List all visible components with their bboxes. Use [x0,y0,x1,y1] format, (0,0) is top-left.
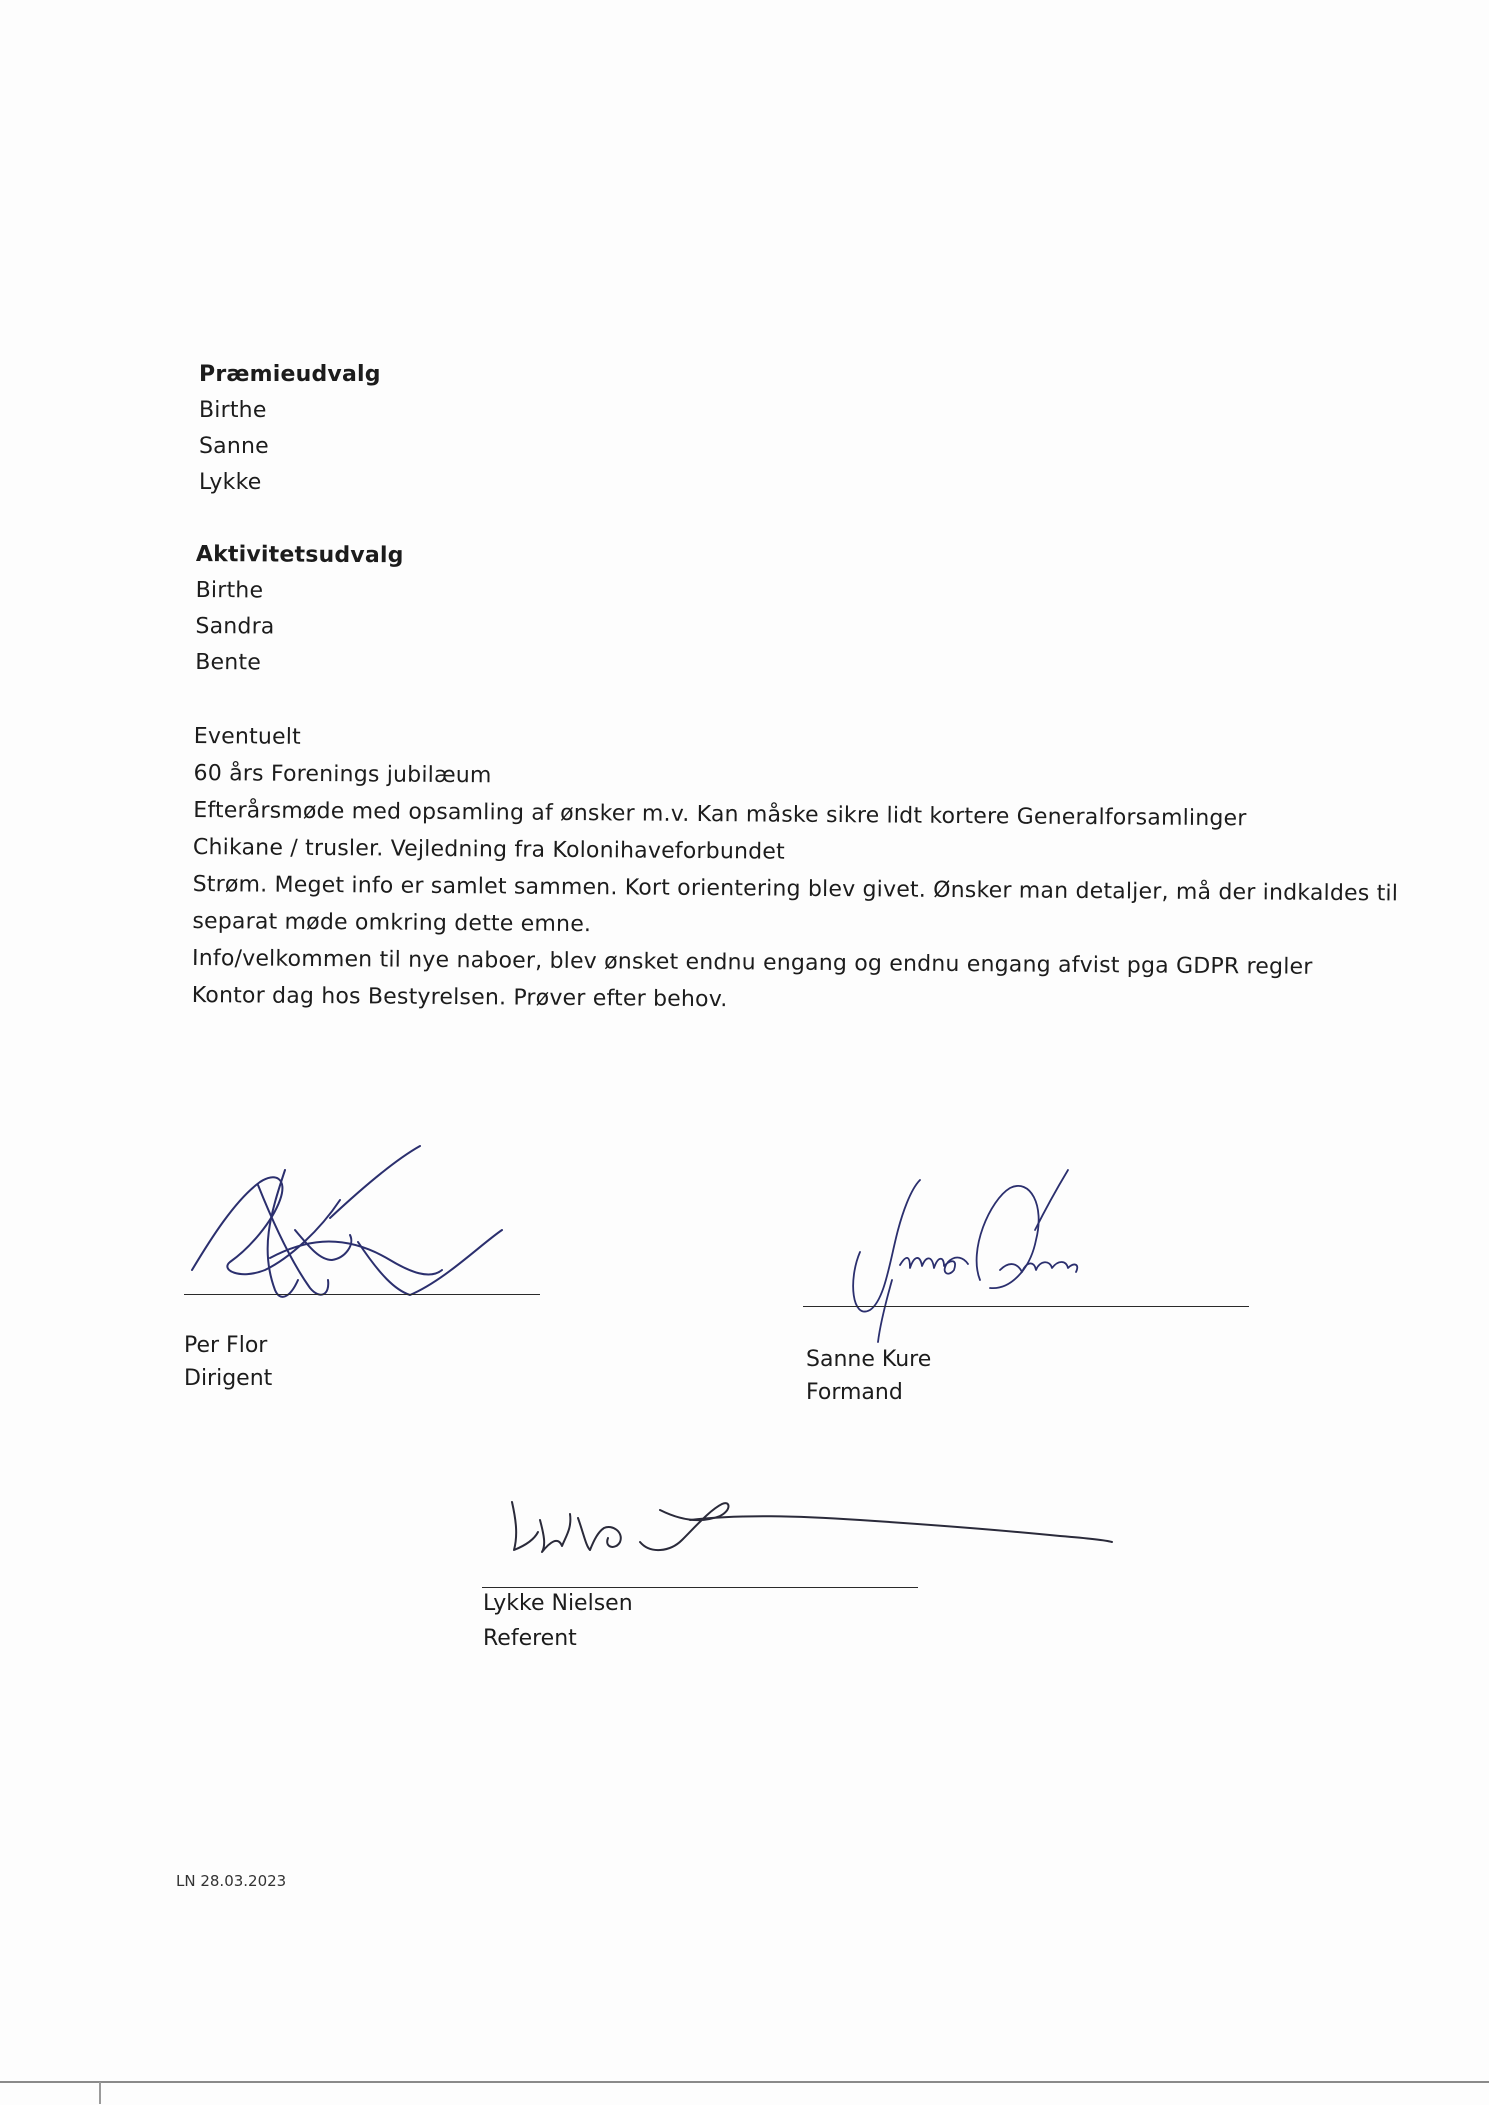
eventuelt-line: separat møde omkring dette emne. [192,908,592,938]
signature-line [803,1306,1249,1307]
aktivitetsudvalg-section [195,537,404,682]
signature-name: Sanne Kure [806,1347,932,1372]
signature-line [184,1294,540,1295]
handwritten-signature-sanne-kure [840,1160,1140,1350]
scan-edge-line [0,2081,1489,2083]
aktivitetsudvalg-member: Bente [195,649,262,676]
handwritten-signature-lykke-nielsen [500,1480,1120,1570]
aktivitetsudvalg-member: Birthe [195,577,264,604]
signature-name: Lykke Nielsen [483,1591,633,1616]
praemieudvalg-member: Birthe [199,398,267,423]
aktivitetsudvalg-member: Sandra [195,613,275,640]
signature-line [482,1587,918,1588]
eventuelt-line: 60 års Forenings jubilæum [193,760,492,789]
praemieudvalg-section [199,357,381,501]
eventuelt-line: Strøm. Meget info er samlet sammen. Kort orientering blev givet. Ønsker man detaljer, må der indkaldes til [192,871,1399,907]
signature-role: Referent [483,1626,577,1651]
eventuelt-section [192,718,1400,1023]
eventuelt-line: Efterårsmøde med opsamling af ønsker m.v. Kan måske sikre lidt kortere Generalforsamlinger [193,797,1247,832]
signature-role: Formand [806,1380,903,1405]
eventuelt-line: Chikane / trusler. Vejledning fra Kolonihaveforbundet [192,834,785,865]
eventuelt-line: Info/velkommen til nye naboer, blev ønsket endnu engang og endnu engang afvist pga GDPR regler [192,945,1313,980]
handwritten-signature-per-flor [180,1130,520,1310]
aktivitetsudvalg-heading: Aktivitetsudvalg [195,541,404,569]
praemieudvalg-member: Lykke [199,470,262,495]
scan-edge-mark [99,2082,101,2104]
eventuelt-heading: Eventuelt [193,723,301,750]
praemieudvalg-heading: Præmieudvalg [199,362,381,387]
document-date-stamp: LN 28.03.2023 [176,1872,287,1890]
eventuelt-line: Kontor dag hos Bestyrelsen. Prøver efter behov. [191,982,728,1013]
praemieudvalg-member: Sanne [199,434,269,459]
signature-name: Per Flor [184,1333,268,1358]
signature-role: Dirigent [184,1366,273,1391]
